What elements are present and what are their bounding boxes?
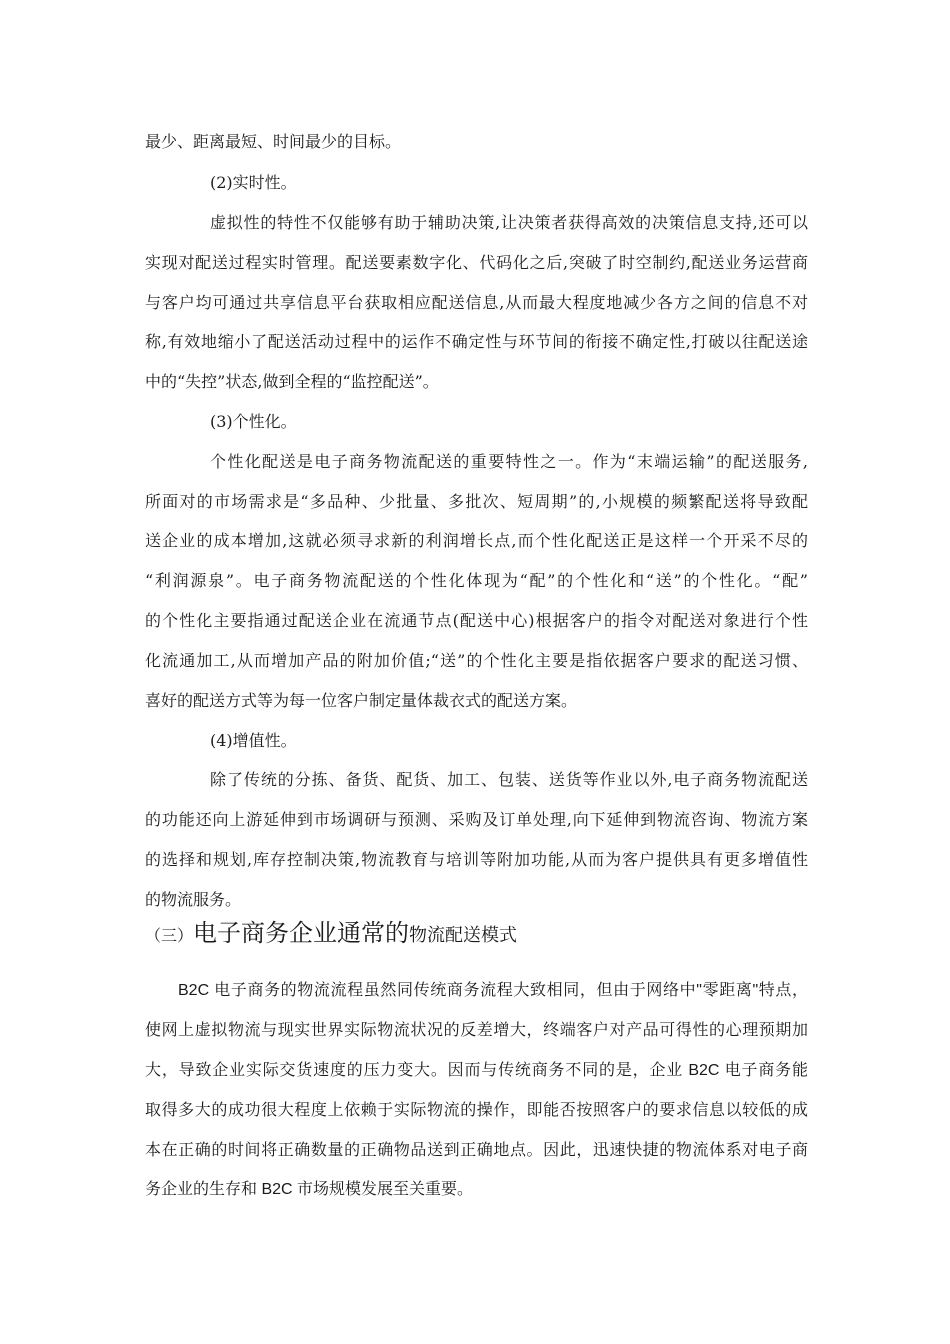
paragraph-line: 的功能还向上游延伸到市场调研与预测、采购及订单处理,向下延伸到物流咨询、物流方案 <box>145 810 808 829</box>
paragraph-line: 大，导致企业实际交货速度的压力变大。因而与传统商务不同的是，企业 B2C 电子商务能 <box>145 1062 808 1079</box>
paragraph-line: 送企业的成本增加,这就必须寻求新的利润增长点,而个性化配送正是这样一个开采不尽的 <box>145 531 808 550</box>
paragraph-line: 的选择和规划,库存控制决策,物流教育与培训等附加功能,从而为客户提供具有更多增值性 <box>145 850 808 869</box>
paragraph-line: B2C 电子商务的物流流程虽然同传统商务流程大致相同，但由于网络中"零距离"特点， <box>178 982 808 999</box>
paragraph-line: 所面对的市场需求是“多品种、少批量、多批次、短周期”的,小规模的频繁配送将导致配 <box>145 492 808 511</box>
paragraph-line: 喜好的配送方式等为每一位客户制定量体裁衣式的配送方案。 <box>145 691 578 710</box>
paragraph-line: 最少、距离最短、时间最少的目标。 <box>145 132 402 151</box>
section-heading-title: 电子商务企业通常的 <box>193 919 410 947</box>
list-item-heading: (4)增值性。 <box>210 731 297 750</box>
list-item-heading: (3)个性化。 <box>210 412 297 431</box>
paragraph-line: 除了传统的分拣、备货、配货、加工、包装、送货等作业以外,电子商务物流配送 <box>210 770 808 789</box>
section-heading-subtitle: 物流配送模式 <box>409 925 518 946</box>
paragraph-line: 实现对配送过程实时管理。配送要素数字化、代码化之后,突破了时空制约,配送业务运营商 <box>145 253 808 272</box>
section-heading <box>145 913 517 948</box>
list-item-heading: (2)实时性。 <box>210 173 297 192</box>
paragraph-line: 中的“失控”状态,做到全程的“监控配送”。 <box>145 372 439 391</box>
paragraph-line: 与客户均可通过共享信息平台获取相应配送信息,从而最大程度地减少各方之间的信息不对 <box>145 293 808 312</box>
paragraph-line: 个性化配送是电子商务物流配送的重要特性之一。作为“末端运输”的配送服务, <box>210 452 808 471</box>
paragraph-line: 的物流服务。 <box>145 890 242 909</box>
paragraph-line: 化流通加工,从而增加产品的附加价值;“送”的个性化主要是指依据客户要求的配送习惯、 <box>145 651 808 670</box>
section-heading-number: （三） <box>145 926 194 945</box>
paragraph-line: 取得多大的成功很大程度上依赖于实际物流的操作，即能否按照客户的要求信息以较低的成 <box>145 1102 808 1119</box>
paragraph-line: 称,有效地缩小了配送活动过程中的运作不确定性与环节间的衔接不确定性,打破以往配送途 <box>145 332 808 351</box>
paragraph-line: 本在正确的时间将正确数量的正确物品送到正确地点。因此，迅速快捷的物流体系对电子商 <box>145 1142 808 1159</box>
paragraph-line: 使网上虚拟物流与现实世界实际物流状况的反差增大，终端客户对产品可得性的心理预期加 <box>145 1022 808 1039</box>
paragraph-line: 虚拟性的特性不仅能够有助于辅助决策,让决策者获得高效的决策信息支持,还可以 <box>210 213 808 232</box>
paragraph-line: 务企业的生存和 B2C 市场规模发展至关重要。 <box>145 1181 474 1198</box>
paragraph-line: “利润源泉”。电子商务物流配送的个性化体现为“配”的个性化和“送”的个性化。“配” <box>145 571 808 590</box>
paragraph-line: 的个性化主要指通过配送企业在流通节点(配送中心)根据客户的指令对配送对象进行个性 <box>145 611 808 630</box>
